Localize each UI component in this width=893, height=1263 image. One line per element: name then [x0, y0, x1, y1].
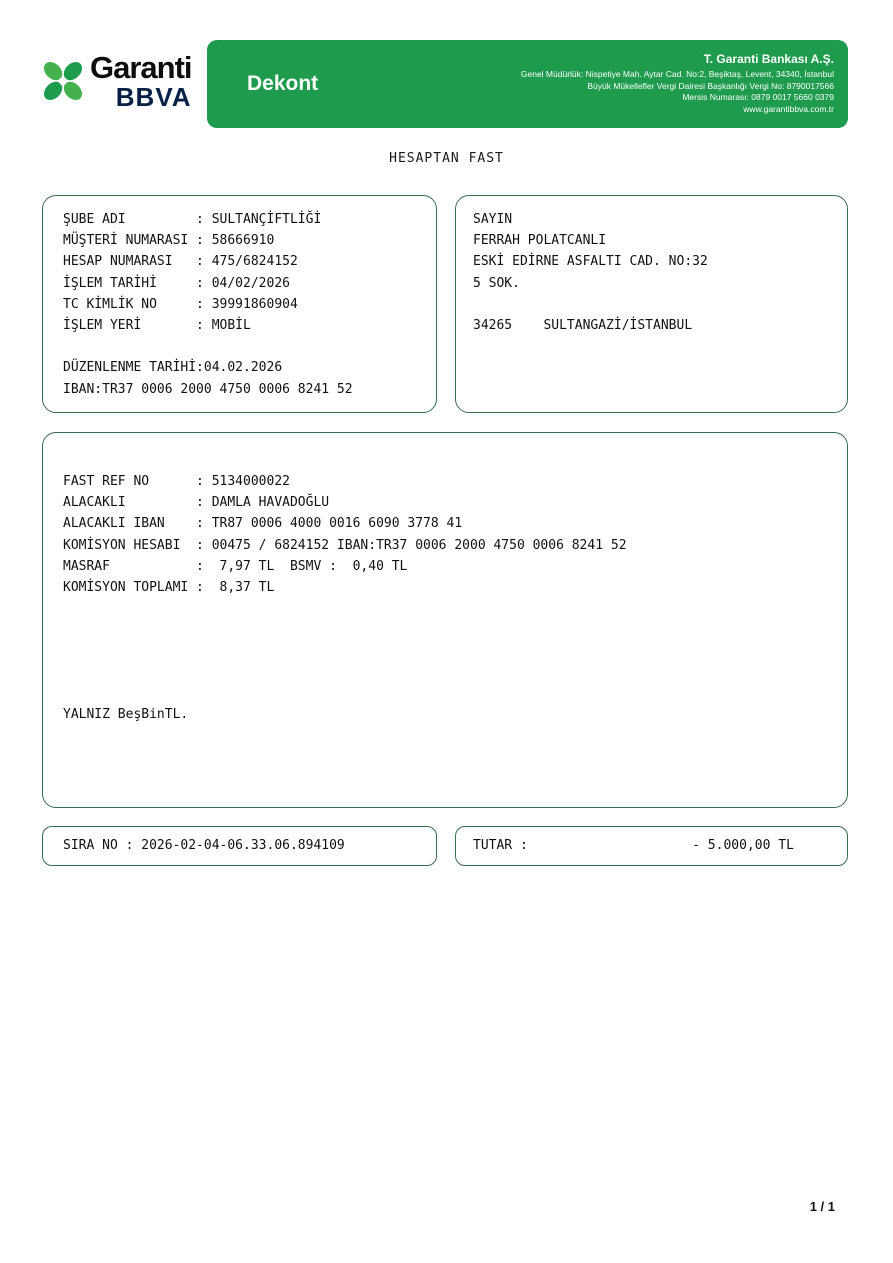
receipt-line: IBAN:TR37 0006 2000 4750 0006 8241 52 [63, 381, 353, 397]
logo-garanti-text: Garanti [90, 50, 192, 85]
bank-tax-line: Büyük Mükellefler Vergi Dairesi Başkanlığı Vergi No: 8790017566 [587, 80, 834, 91]
receipt-line: FERRAH POLATCANLI [473, 233, 607, 249]
receipt-line: ŞUBE ADI : SULTANÇİFTLİĞİ [63, 212, 322, 227]
receipt-line: ALACAKLI : DAMLA HAVADOĞLU [63, 495, 330, 511]
sira-no-line: SIRA NO : 2026-02-04-06.33.06.894109 [63, 838, 345, 854]
receipt-line: ESKİ EDİRNE ASFALTI CAD. NO:32 [473, 254, 708, 270]
receipt-line: 5 SOK. [473, 275, 520, 291]
garanti-bbva-logo [38, 52, 192, 111]
receipt-line: KOMİSYON TOPLAMI : 8,37 TL [63, 579, 275, 595]
receipt-line [63, 641, 837, 662]
page-indicator: 1 / 1 [809, 1199, 835, 1214]
receipt-line [63, 598, 837, 619]
branch-info-box [42, 195, 437, 413]
receipt-line: İŞLEM YERİ : MOBİL [63, 317, 251, 333]
bank-name: T. Garanti Bankası A.Ş. [703, 52, 834, 66]
bank-website: www.garantibbva.com.tr [743, 103, 834, 114]
receipt-line: KOMİSYON HESABI : 00475 / 6824152 IBAN:TR37 0006 2000 4750 0006 8241 52 [63, 537, 627, 553]
receipt-line [63, 683, 837, 704]
tutar-box [455, 826, 848, 866]
receipt-line: TC KİMLİK NO : 39991860904 [63, 296, 298, 312]
receipt-line: DÜZENLENME TARİHİ:04.02.2026 [63, 360, 283, 376]
receipt-line: İŞLEM TARİHİ : 04/02/2026 [63, 275, 290, 291]
logo-bbva-text: BBVA [115, 82, 192, 112]
bank-mersis-line: Mersis Numarası: 0879 0017 5660 0379 [682, 92, 834, 102]
logo-wordmark [90, 52, 192, 111]
receipt-line: MASRAF : 7,97 TL BSMV : 0,40 TL [63, 558, 408, 574]
recipient-info-box [455, 195, 848, 413]
header-bar [207, 40, 848, 128]
sira-no-box [42, 826, 437, 866]
tutar-line: TUTAR : - 5.000,00 TL [473, 838, 794, 854]
receipt-line [63, 662, 837, 683]
receipt-line: SAYIN [473, 212, 513, 227]
receipt-line [473, 294, 837, 315]
amount-in-words-line: YALNIZ BeşBinTL. [63, 707, 189, 723]
garanti-clover-icon [38, 56, 88, 106]
document-title: Dekont [247, 72, 319, 95]
receipt-line: FAST REF NO : 5134000022 [63, 474, 290, 489]
receipt-line: 34265 SULTANGAZİ/İSTANBUL [473, 317, 693, 333]
receipt-line [63, 336, 426, 357]
transaction-type-title: HESAPTAN FAST [389, 151, 504, 166]
receipt-line [63, 619, 837, 640]
receipt-line: MÜŞTERİ NUMARASI : 58666910 [63, 233, 275, 249]
bank-address-line: Genel Müdürlük: Nispetiye Mah. Aytar Cad. No:2, Beşiktaş, Levent, 34340, İstanbul [520, 69, 834, 79]
transaction-detail-box [42, 432, 848, 808]
receipt-line: HESAP NUMARASI : 475/6824152 [63, 254, 298, 270]
receipt-line: ALACAKLI IBAN : TR87 0006 4000 0016 6090 3778 41 [63, 516, 463, 532]
bank-info-block [521, 52, 834, 115]
